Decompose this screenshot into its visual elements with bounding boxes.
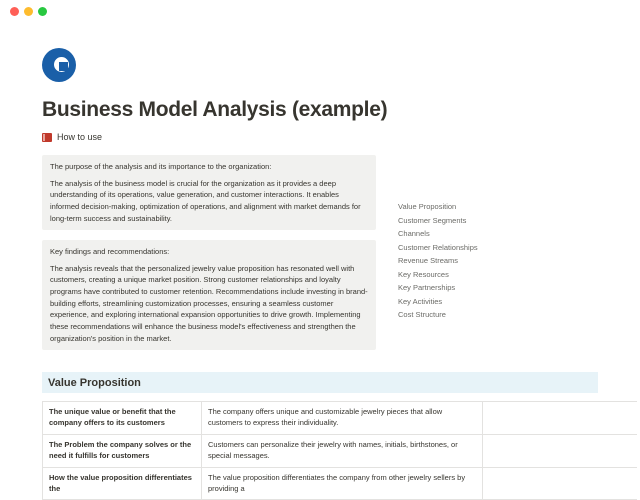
table-cell-label[interactable]: How the value proposition differentiates the: [43, 467, 202, 500]
toc-item-key-partnerships[interactable]: Key Partnerships: [398, 283, 456, 292]
toc-item-key-activities[interactable]: Key Activities: [398, 296, 443, 306]
table-cell-label[interactable]: The Problem the company solves or the need it fulfills for customers: [43, 434, 202, 467]
toc-item-value-proposition[interactable]: Value Proposition: [398, 202, 457, 211]
callout-purpose-body: The analysis of the business model is crucial for the organization as it provides a deep understanding of its operations, value generation, and customer interactions. It enables informed decision-making, optimization of operations, and alignment with market demands for long-term success and sustainability.: [50, 178, 361, 223]
table-row: [43, 402, 638, 435]
callout-findings-heading: Key findings and recommendations:: [50, 247, 170, 257]
table-cell-value[interactable]: The value proposition differentiates the company from other jewelry sellers by providing a: [202, 467, 483, 500]
logo-container: [42, 48, 640, 82]
callout-purpose-heading: The purpose of the analysis and its importance to the organization:: [50, 162, 272, 171]
maximize-window-button[interactable]: [38, 7, 47, 16]
company-logo-icon: [42, 48, 76, 82]
callout-findings-body: The analysis reveals that the personalized jewelry value proposition has resonated well with customers, creating a unique market position. Strong customer relationships and loyalty programs have contributed to customer retention. Recommendations include investing in brand-building efforts, streamlining customization processes, ensuring a seamless customer experience, and exploring international expansion opportunities to drive growth. Implementing these recommendations will enhance the business model's effectiveness and strengthen the organization's position in the market.: [50, 263, 368, 343]
callout-findings: [42, 240, 376, 350]
section-header-value-proposition: [42, 372, 598, 393]
table-cell-value[interactable]: Customers can personalize their jewelry with names, initials, birthstones, or special messages.: [202, 434, 483, 467]
callout-purpose: [42, 155, 376, 230]
page-title: Business Model Analysis (example): [42, 98, 388, 121]
table-cell-empty[interactable]: [483, 434, 638, 467]
table-cell-label[interactable]: The unique value or benefit that the company offers to its customers: [43, 402, 202, 435]
minimize-window-button[interactable]: [24, 7, 33, 16]
table-row: [43, 434, 638, 467]
close-window-button[interactable]: [10, 7, 19, 16]
how-to-use-label: How to use: [57, 132, 103, 142]
table-row: [43, 467, 638, 500]
document-page: [0, 48, 640, 500]
table-cell-empty[interactable]: [483, 467, 638, 500]
toc-item-key-resources[interactable]: Key Resources: [398, 269, 449, 279]
table-cell-empty[interactable]: [483, 402, 638, 435]
how-to-use-link[interactable]: [42, 132, 640, 142]
book-icon: [42, 133, 52, 142]
toc-item-customer-relationships[interactable]: Customer Relationships: [398, 242, 478, 252]
table-cell-value[interactable]: The company offers unique and customizable jewelry pieces that allow customers to express their individuality.: [202, 402, 483, 435]
value-proposition-table: [42, 401, 637, 500]
toc-item-cost-structure[interactable]: Cost Structure: [398, 310, 446, 319]
toc-item-revenue-streams[interactable]: Revenue Streams: [398, 256, 459, 265]
window-titlebar: [0, 0, 640, 22]
toc-item-channels[interactable]: Channels: [398, 229, 430, 238]
section-title: Value Proposition: [48, 376, 141, 389]
toc-item-customer-segments[interactable]: Customer Segments: [398, 215, 467, 225]
table-of-contents: [398, 200, 598, 322]
